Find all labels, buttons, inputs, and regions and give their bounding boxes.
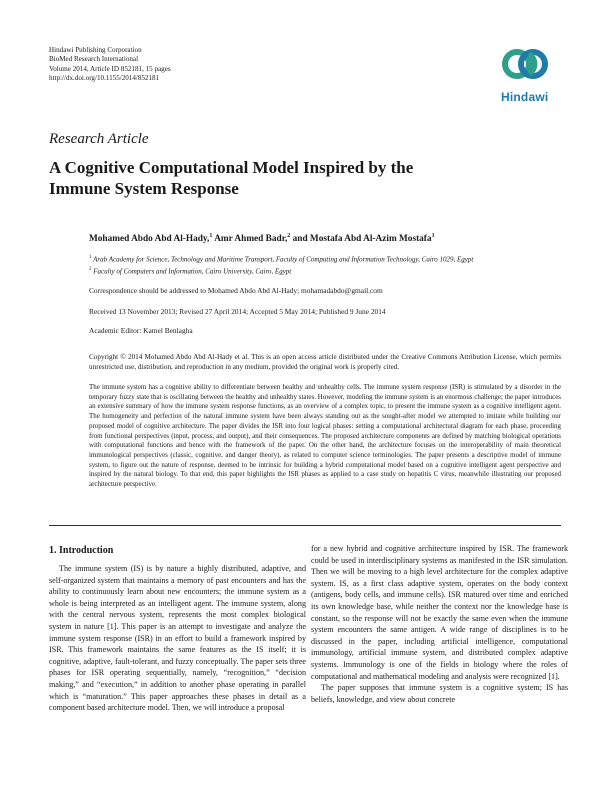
author-name: and Mostafa Abd Al-Azim Mostafa bbox=[290, 234, 432, 245]
copyright-notice: Copyright © 2014 Mohamed Abdo Abd Al-Hady et al. This is an open access article distributed under the Creative Commons Attribution License, which permits unrestricted use, distribution, and reproduction in any medium, provided the original work is properly cited. bbox=[89, 353, 561, 371]
author-affil-mark: 1 bbox=[209, 233, 213, 239]
article-type: Research Article bbox=[49, 131, 149, 147]
paragraph: The paper supposes that immune system is a cognitive system; IS has beliefs, knowledge, and view about concrete bbox=[311, 683, 568, 704]
affiliation-text: Arab Academy for Science, Technology and Maritime Transport, Faculty of Computing and Information Technology, Cairo 1029, Egypt bbox=[91, 255, 474, 264]
journal-line: BioMed Research International bbox=[49, 55, 139, 64]
doi-link[interactable]: http://dx.doi.org/10.1155/2014/852181 bbox=[49, 74, 160, 83]
hindawi-logo-text: Hindawi bbox=[501, 90, 549, 104]
dates: Received 13 November 2013; Revised 27 April 2014; Accepted 5 May 2014; Published 9 June 2014 bbox=[89, 307, 386, 316]
paragraph: for a new hybrid and cognitive architecture inspired by ISR. The framework could be used in interdisciplinary systems as manifested in the ISR simulation. Then we will be moving to a high level architecture for the complex adaptive system. IS, as a first class adaptive system, operates on the body context (antigens, body cells, and immune cells). ISR matured over time and enriched its own knowledge base, while neither the context nor the knowledge base is constant, so the response will not be exactly the same even when the immune system encounters the same antigen. A wide range of disciplines is to be discussed in the paper, including artificial intelligence, computational immunology, artificial immune system, and distributed complex adaptive systems. Immunology is one of the fields in biology where the roles of computational and mathematical modeling and analysis were recognized [1]. bbox=[311, 544, 568, 681]
paragraph: The immune system (IS) is by nature a highly distributed, adaptive, and self-organized system that maintains a memory of past encounters and has the ability to continuously learn about new encounters; the immune system as a whole is being interpreted as an intelligent agent. The immune system, along with the central nervous system, represents the most complex biological system in nature [1]. This paper is an attempt to investigate and analyze the immune system response (ISR) in an effort to build a framework inspired by ISR. This framework maintains the same features as the IS itself; it is cognitive, adaptive, fault-tolerant, and fuzzy conceptually. The paper sets three phases for ISR operating sequentially, namely, “recognition,” “decision making,” and “execution,” in addition to another phase operating in parallel which is “maturation.” This paper approaches these phases in detail as a component based architecture model. Then, we will introduce a proposal bbox=[49, 564, 306, 713]
academic-editor: Academic Editor: Kamel Benlagha bbox=[89, 326, 193, 335]
affiliation bbox=[89, 253, 559, 265]
affiliation-mark: 2 bbox=[89, 266, 92, 272]
abstract: The immune system has a cognitive ability to differentiate between healthy and unhealthy cells. The immune system response (ISR) is stimulated by a disorder in the temporary fuzzy state that is oscillating between the healthy and unhealthy states. However, modeling the immune system is an enormous challenge; the paper introduces an extensive summary of how the immune system response functions, as an overview of a complex topic, to present the immune system as a cognitive intelligent agent. The homogeneity and perfection of the natural immune system have been always standing out as the sought-after model we attempted to imitate while building our proposed model of cognitive architecture. The paper divides the ISR into four logical phases: setting a computational architectural diagram for each phase, proceeding from functional perspectives (input, process, and output), and their consequences. The proposed architecture components are defined by matching biological operations with computational functions and hence with the framework of the paper. On the other hand, the architecture focuses on the interoperability of main theoretical immunological perspectives (classic, cognitive, and danger theory), as related to computer science terminologies. The paper presents a descriptive model of immune system, to figure out the nature of response, deemed to be intrinsic for building a hybrid computational model based on a cognitive intelligent agent perspective and inspired by the natural biology. To that end, this paper highlights the ISR phases as applied to a case study on hepatitis C virus, meanwhile illustrating our proposed architecture perspective. bbox=[89, 383, 561, 489]
affiliation-mark: 1 bbox=[89, 255, 92, 260]
volume-line: Volume 2014, Article ID 852181, 15 pages bbox=[49, 64, 171, 73]
affiliation-text: Faculty of Computers and Information, Cairo University, Cairo, Egypt bbox=[91, 267, 292, 276]
body-column-right bbox=[311, 543, 568, 705]
section-heading: 1. Introduction bbox=[49, 545, 114, 556]
affiliations bbox=[89, 253, 559, 277]
journal-header bbox=[49, 46, 171, 84]
publisher-line: Hindawi Publishing Corporation bbox=[49, 46, 142, 54]
section-divider bbox=[49, 525, 561, 526]
author-name: Amr Ahmed Badr, bbox=[212, 234, 288, 245]
body-column-left bbox=[49, 563, 306, 714]
author-affil-mark: 1 bbox=[431, 233, 435, 239]
correspondence: Correspondence should be addressed to Mohamed Abdo Abd Al-Hady; mohamadabdo@gmail.com bbox=[89, 286, 383, 295]
affiliation bbox=[89, 265, 559, 277]
author-name: Mohamed Abdo Abd Al-Hady, bbox=[89, 234, 210, 245]
author-affil-mark: 2 bbox=[287, 233, 291, 239]
article-title: A Cognitive Computational Model Inspired by the Immune System Response bbox=[49, 158, 414, 198]
author-list bbox=[89, 233, 435, 244]
